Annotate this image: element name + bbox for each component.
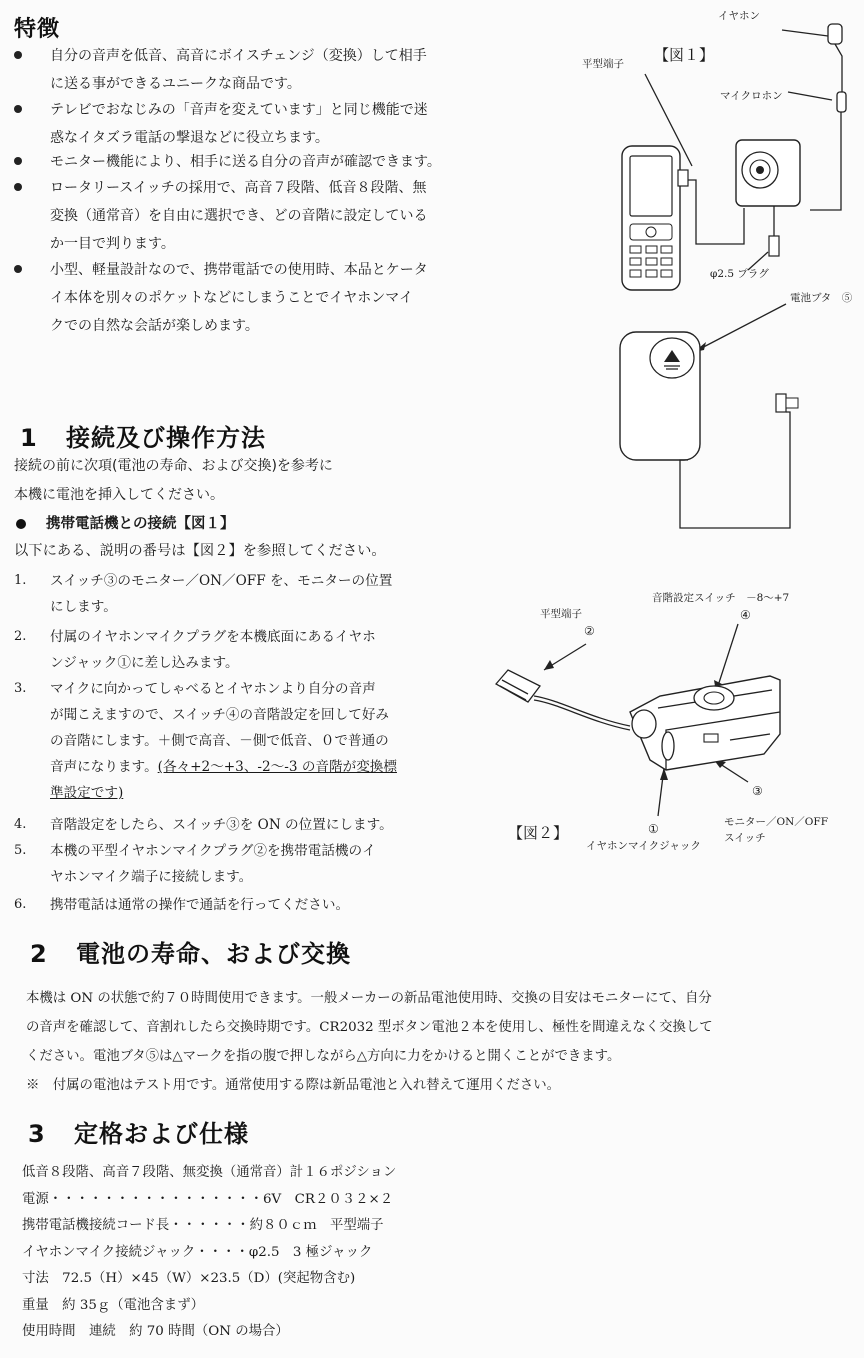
fig2-flat-terminal-label: 平型端子 <box>540 608 582 620</box>
section2-title: 2 電池の寿命、および交換 <box>30 940 351 968</box>
step-item: 3. マイクに向かってしゃべるとイヤホンより自分の音声 が聞こえますので、スイッチ④の音階設定を回して好み の音階にします。＋側で高音、－側で低音、０で普通の 音声になります。(各々+2～+3、-2～-3 の音階が変換標 準設定です) <box>14 681 397 801</box>
step-item: 4. 音階設定をしたら、スイッチ③を ON の位置にします。 <box>14 817 393 833</box>
feature-item: モニター機能により、相手に送る自分の音声が確認できます。 <box>14 148 484 176</box>
bullet-icon <box>14 183 22 191</box>
section2-body: 本機は ON の状態で約７０時間使用できます。一般メーカーの新品電池使用時、交換の目安はモニターにて、自分 の音声を確認して、音割れしたら交換時期です。CR2032 型ボタン電池２本を使用し、極性を間違えなく交換して ください。電池ブタ⑤は△マークを指の腹で押しながら△方向に力をかけると開くことができます。 ※ 付属の電池はテスト用です。通常使用する際は新品電池と入れ替えて運用ください。 <box>26 991 713 1093</box>
fig2-switch-num: ④ <box>740 608 751 622</box>
feature-item: 自分の音声を低音、高音にボイスチェンジ（変換）して相手 に送る事ができるユニークな商品です。 <box>14 42 484 98</box>
section1-title: 1 接続及び操作方法 <box>20 424 266 452</box>
section1-intro: 接続の前に次項(電池の寿命、および交換)を参考に 本機に電池を挿入してください。 <box>14 458 333 503</box>
bullet-icon <box>14 157 22 165</box>
fig1-battery-cover-label: 電池ブタ ⑤ <box>790 292 853 304</box>
bullet-icon <box>14 51 22 59</box>
feature-item: テレビでおなじみの「音声を変えています」と同じ機能で迷 惑なイタズラ電話の撃退などに役立ちます。 <box>14 96 484 152</box>
flat-terminal-icon <box>496 670 540 702</box>
mobile-phone-icon <box>622 146 680 290</box>
device-back-view-icon <box>620 332 700 460</box>
plug-icon <box>769 236 779 256</box>
feature-item: 小型、軽量設計なので、携帯電話での使用時、本品とケータ イ本体を別々のポケットなどにしまうことでイヤホンマイ クでの自然な会話が楽しめます。 <box>14 256 484 340</box>
voice-changer-device-icon <box>736 140 800 206</box>
section1-note: 以下にある、説明の番号は【図２】を参照してください。 <box>14 543 386 559</box>
fig2-jack-label: イヤホンマイクジャック <box>586 840 701 852</box>
earphone-icon <box>782 24 842 96</box>
figure-2-illustration <box>480 600 864 830</box>
section3-title: 3 定格および仕様 <box>28 1120 249 1148</box>
fig2-switch-label: 音階設定スイッチ －8～+7 <box>652 592 790 604</box>
fig1-earphone-label: イヤホン <box>718 10 760 22</box>
features-title: 特徴 <box>14 17 61 42</box>
fig2-label: 【図２】 <box>508 824 569 842</box>
fig2-monitor-label: モニター／ON／OFF スイッチ <box>724 816 828 844</box>
step-item: 5. 本機の平型イヤホンマイクプラグ②を携帯電話機のイ ヤホンマイク端子に接続します。 <box>14 843 376 885</box>
fig2-monitor-num: ③ <box>752 784 763 798</box>
bullet-icon <box>14 105 22 113</box>
fig1-flat-terminal-label: 平型端子 <box>582 58 624 70</box>
microphone-icon <box>837 92 846 112</box>
fig1-microphone-label: マイクロホン <box>720 90 783 102</box>
step-item: 6. 携帯電話は通常の操作で通話を行ってください。 <box>14 897 350 913</box>
bullet-icon <box>14 265 22 273</box>
fig2-flat-num: ② <box>584 624 595 638</box>
section3-specs: 低音８段階、高音７段階、無変換（通常音）計１６ポジション 電源・・・・・・・・・・・・・・・・6V CR２０３２×２ 携帯電話機接続コード長・・・・・・約８０ｃｍ 平型端子 イヤホンマイク接続ジャック・・・・φ2.5 3 極ジャック 寸法 72.5（H）×45（W）×23.5（D）(突起物含む) 重量 約 35ｇ（電池含まず） 使用時間 連続 約 70 時間（ON の場合） <box>22 1165 397 1339</box>
fig1-plug-label: φ2.5 プラグ <box>710 268 769 280</box>
figure-1-illustration <box>560 0 864 540</box>
fig1-label: 【図１】 <box>654 46 715 64</box>
step-item: 1. スイッチ③のモニター／ON／OFF を、モニターの位置 にします。 <box>14 573 393 615</box>
step-item: 2. 付属のイヤホンマイクプラグを本機底面にあるイヤホ ンジャック①に差し込みます。 <box>14 629 376 671</box>
voice-changer-device-icon <box>630 676 780 770</box>
feature-item: ロータリースイッチの採用で、高音７段階、低音８段階、無 変換（通常音）を自由に選択でき、どの音階に設定している か一目で判ります。 <box>14 174 484 258</box>
fig2-jack-num: ① <box>648 822 659 836</box>
section1-subheading: 携帯電話機との接続【図１】 <box>14 512 235 533</box>
bullet-icon <box>16 519 26 529</box>
